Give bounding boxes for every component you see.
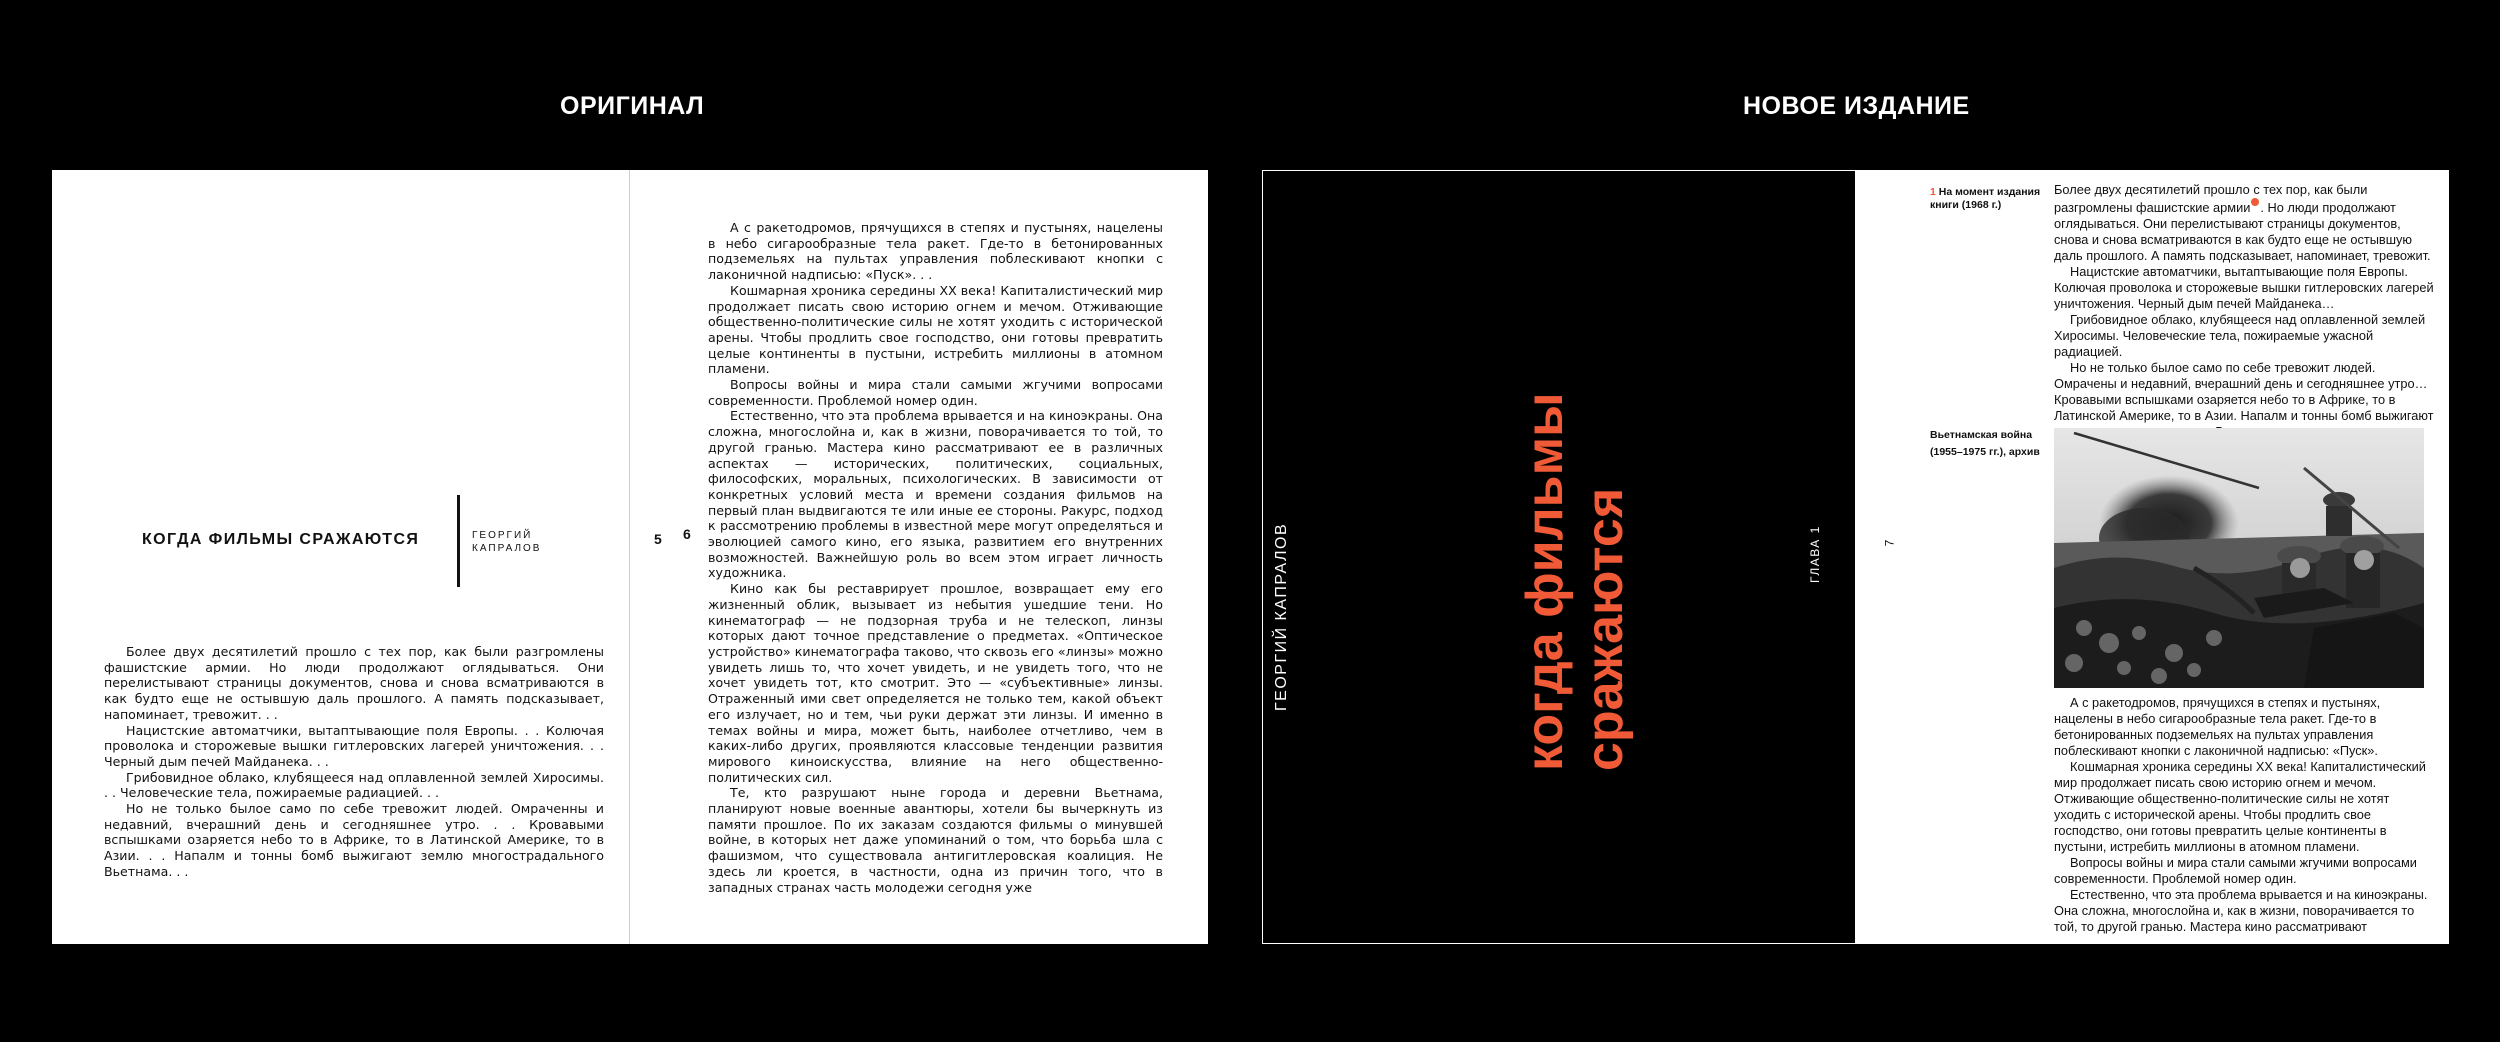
paragraph xyxy=(2054,182,2436,264)
cover-author: ГЕОРГИЙ КАПРАЛОВ xyxy=(1273,522,1290,711)
paragraph: Те, кто разрушают ныне города и деревни Вьетнама, планируют новые военные авантюры, хотели бы вычеркнуть из памяти прошлое. По их заказам создаются фильмы о минувшей войне, в которых нет даже упоминаний о том, что борьба шла с фашизмом, что существовала антигитлеровская коалиция. Не здесь ли кроется, в частности, одна из причин того, что в западных странах часть молодежи сегодня уже xyxy=(708,785,1163,895)
new-edition-body-top xyxy=(2054,182,2436,440)
new-edition-spread xyxy=(1262,170,2449,944)
paragraph: Но не только былое само по себе тревожит людей. Омрачены и недавний, вчерашний день и сегодняшнее утро… Кровавыми вспышками озаряется небо то в Африке, то в Латинской Америке, то в Азии. Напалм и тонны бомб выжигают xyxy=(2054,360,2434,423)
footnote-marker-icon xyxy=(2251,198,2259,206)
paragraph: Нацистские автоматчики, вытаптывающие поля Европы. . . Колючая проволока и сторожевые вышки гитлеровских лагерей уничтожения. . . Черный дым печей Майданека. . . xyxy=(104,722,604,769)
footnote-text: На момент издания книги (1968 г.) xyxy=(1930,186,2041,211)
paragraph: Более двух десятилетий прошло с тех пор, как были разгромлены фашистские армии. Но люди продолжают оглядываться. Они перелистывают страницы документов, снова и снова всматриваются в как будто еще не остывшую даль прошлого. А память подсказывает, напоминает, тревожит. . . xyxy=(104,644,604,722)
page-number-right: 6 xyxy=(683,526,691,542)
footnote-number: 1 xyxy=(1930,186,1936,198)
title-divider xyxy=(457,495,460,587)
page-number-left: 5 xyxy=(654,531,662,547)
paragraph: Кошмарная хроника середины XX века! Капиталистический мир продолжает писать свою историю огнем и мечом. Отживающие общественно-политические силы не хотят уходить с исторической арены. Чтобы продлить свое господство, они готовы превратить целые континенты в пустыни, истребить миллионы в атомном пламени. xyxy=(2054,759,2426,854)
paragraph-end: . Но люди продолжают оглядываться. Они перелистывают страницы документов, снова и снова всматриваются в как будто еще не остывшую даль прошлого. А память подсказывает, напоминает, тревожит. xyxy=(2054,200,2431,263)
paragraph: Грибовидное облако, клубящееся над оплавленной землей Хиросимы. Человеческие тела, пожираемые ужасной радиацией. xyxy=(2054,312,2426,359)
original-left-page xyxy=(52,170,662,944)
original-right-page xyxy=(630,170,1208,944)
paragraph: А с ракетодромов, прячущихся в степях и пустынях, нацелены в небо сигарообразные тела ракет. Где-то в бетонированных подземельях на пультах управления поблескивают кнопки с лаконичной надписью: «Пуск». . . xyxy=(708,220,1163,283)
paragraph: Естественно, что эта проблема врывается и на киноэкраны. Она сложна, многослойна и, как в жизни, поворачивается то той, то другой гранью. Мастера кино рассматривают ее в различных аспектах — исторических, политических, социальных, философских, моральных, психологических. В зависимости от конкретных условий места и времени создания фильмов на первый план выдвигаются те или иные ее стороны. Ракурс, подход к рассмотрению проблемы в известной мере могут определяться и эволюцией самого кино, его языка, развитием его внутренних возможностей. Важнейшую роль во всем этом играет личность художника. xyxy=(708,408,1163,581)
original-author: ГЕОРГИЙ КАПРАЛОВ xyxy=(472,530,542,554)
footnote xyxy=(1930,186,2050,212)
paragraph: А с ракетодромов, прячущихся в степях и пустынях, нацелены в небо сигарообразные тела ракет. Где-то в бетонированных подземельях на пультах управления поблескивают кнопки с лаконичной надписью: «Пуск». xyxy=(2054,695,2381,758)
paragraph: Кошмарная хроника середины XX века! Капиталистический мир продолжает писать свою историю огнем и мечом. Отживающие общественно-политические силы не хотят уходить с исторической арены. Чтобы продлить свое господство, они готовы превратить целые континенты в пустыни, истребить миллионы в атомном пламени. xyxy=(708,282,1163,377)
cover-title: когда фильмы сражаются xyxy=(1516,392,1634,771)
original-book-title: КОГДА ФИЛЬМЫ СРАЖАЮТСЯ xyxy=(142,531,420,548)
photo-caption: Вьетнамская война (1955–1975 гг.), архив xyxy=(1930,429,2040,458)
paragraph: Грибовидное облако, клубящееся над оплавленной землей Хиросимы. . . Человеческие тела, пожираемые радиацией. . . xyxy=(104,769,604,801)
original-left-body xyxy=(104,644,604,880)
paragraph: Вопросы войны и мира стали самыми жгучими вопросами современности. Проблемой номер один. xyxy=(2054,855,2417,886)
original-heading: ОРИГИНАЛ xyxy=(560,92,705,120)
new-edition-cover-page xyxy=(1262,170,1856,944)
original-right-body xyxy=(708,220,1163,895)
original-title-block xyxy=(142,495,662,595)
paragraph: Вопросы войны и мира стали самыми жгучими вопросами современности. Проблемой номер один. xyxy=(708,377,1163,408)
page-number: 7 xyxy=(1882,539,1897,547)
new-edition-text-page xyxy=(1856,170,2449,944)
paragraph: Кино как бы реставрирует прошлое, возвращает ему его жизненный облик, вызывает из небытия ушедшие тени. Но кинематограф — не подзорная труба и не телескоп, линзы которых дают точное представление о предметах. «Оптическое устройство» кинематографа таково, что сквозь его «линзы» можно увидеть лишь то, что хочет увидеть, и не увидеть того, что не хочет увидеть тот, кто смотрит. Это — «субъективные» линзы. Отраженный ими свет определяется не только тем, какой объект его излучает, но и тем, чьи руки держат эти линзы. И именно в темах войны и мира, может быть, наиболее отчетливо, чем в каких-либо других, проявляются классовые тенденции развития мирового киноискусства, влияние на него общественно-политических сил. xyxy=(708,581,1163,785)
paragraph: Нацистские автоматчики, вытаптывающие поля Европы. Колючая проволока и сторожевые вышки гитлеровских лагерей уничтожения. Черный дым печей Майданека… xyxy=(2054,264,2434,311)
paragraph: Естественно, что эта проблема врывается и на киноэкраны. Она сложна, многослойна и, как в жизни, поворачивается то той, то другой гранью. Мастера кино рассматривают xyxy=(2054,887,2428,934)
new-edition-body-bottom xyxy=(2054,695,2436,935)
chapter-label: ГЛАВА 1 xyxy=(1808,525,1822,583)
paragraph-start: Более двух десятилетий прошло с тех пор, как были разгромлены фашистские армии xyxy=(2054,182,2368,215)
paragraph: Но не только былое само по себе тревожит людей. Омраченны и недавний, вчерашний день и сегодняшнее утро. . . Кровавыми вспышками озаряется небо то в Африке, то в Латинской Америке, то в Азии. . . Напалм и тонны бомб выжигают землю многострадального Вьетнама. . . xyxy=(104,801,604,879)
new-edition-heading: НОВОЕ ИЗДАНИЕ xyxy=(1743,92,1970,120)
vietnam-war-photo xyxy=(2054,428,2424,688)
original-spread xyxy=(52,170,1208,944)
